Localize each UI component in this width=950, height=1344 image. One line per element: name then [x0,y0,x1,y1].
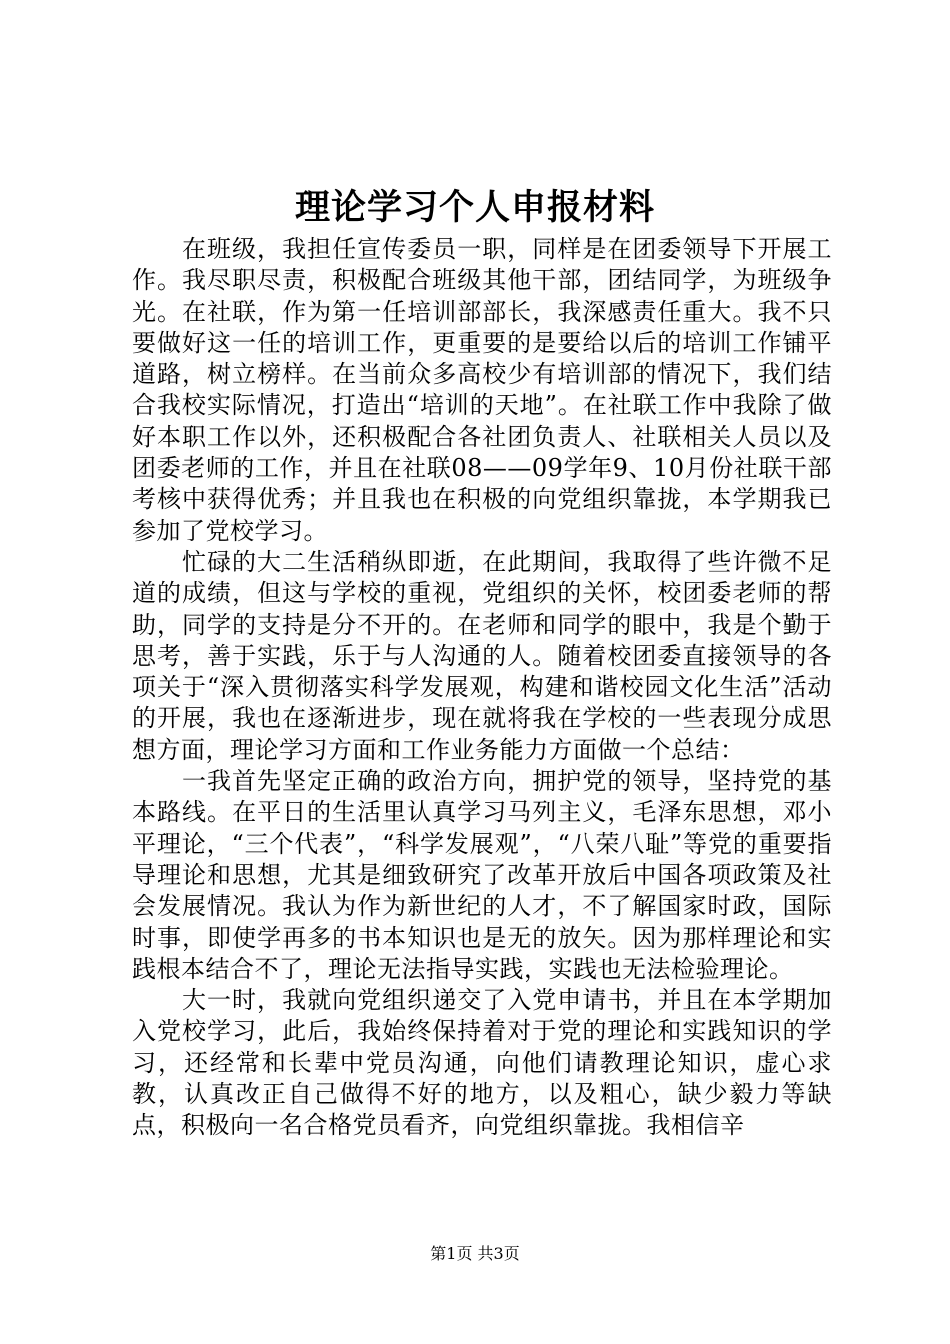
paragraph-2: 忙碌的大二生活稍纵即逝，在此期间，我取得了些许微不足道的成绩，但这与学校的重视，党组织的关怀，校团委老师的帮助，同学的支持是分不开的。在老师和同学的眼中，我是个勤于思考，善于实践，乐于与人沟通的人。随着校团委直接领导的各项关于“深入贯彻落实科学发展观，构建和谐校园文化生活”活动的开展，我也在逐渐进步，现在就将我在学校的一些表现分成思想方面，理论学习方面和工作业务能力方面做一个总结： [132,547,832,764]
page-footer: 第1页 共3页 [430,1244,520,1263]
document-title: 理论学习个人申报材料 [294,187,655,228]
paragraph-1: 在班级，我担任宣传委员一职，同样是在团委领导下开展工作。我尽职尽责，积极配合班级其他干部，团结同学，为班级争光。在社联，作为第一任培训部部长，我深感责任重大。我不只要做好这一任的培训工作，更重要的是要给以后的培训工作铺平道路，树立榜样。在当前众多高校少有培训部的情况下，我们结合我校实际情况，打造出“培训的天地”。在社联工作中我除了做好本职工作以外，还积极配合各社团负责人、社联相关人员以及团委老师的工作，并且在社联08——09学年9、10月份社联干部考核中获得优秀；并且我也在积极的向党组织靠拢，本学期我已参加了党校学习。 [132,235,832,545]
paragraph-4: 大一时，我就向党组织递交了入党申请书，并且在本学期加入党校学习，此后，我始终保持着对于党的理论和实践知识的学习，还经常和长辈中党员沟通，向他们请教理论知识，虚心求教，认真改正自己做得不好的地方，以及粗心，缺少毅力等缺点，积极向一名合格党员看齐，向党组织靠拢。我相信辛 [132,986,832,1140]
document-body [132,234,832,1142]
paragraph-3: 一我首先坚定正确的政治方向，拥护党的领导，坚持党的基本路线。在平日的生活里认真学习马列主义，毛泽东思想，邓小平理论，“三个代表”，“科学发展观”，“八荣八耻”等党的重要指导理论和思想，尤其是细致研究了改革开放后中国各项政策及社会发展情况。我认为作为新世纪的人才，不了解国家时政，国际时事，即使学再多的书本知识也是无的放矢。因为那样理论和实践根本结合不了，理论无法指导实践，实践也无法检验理论。 [132,767,832,983]
